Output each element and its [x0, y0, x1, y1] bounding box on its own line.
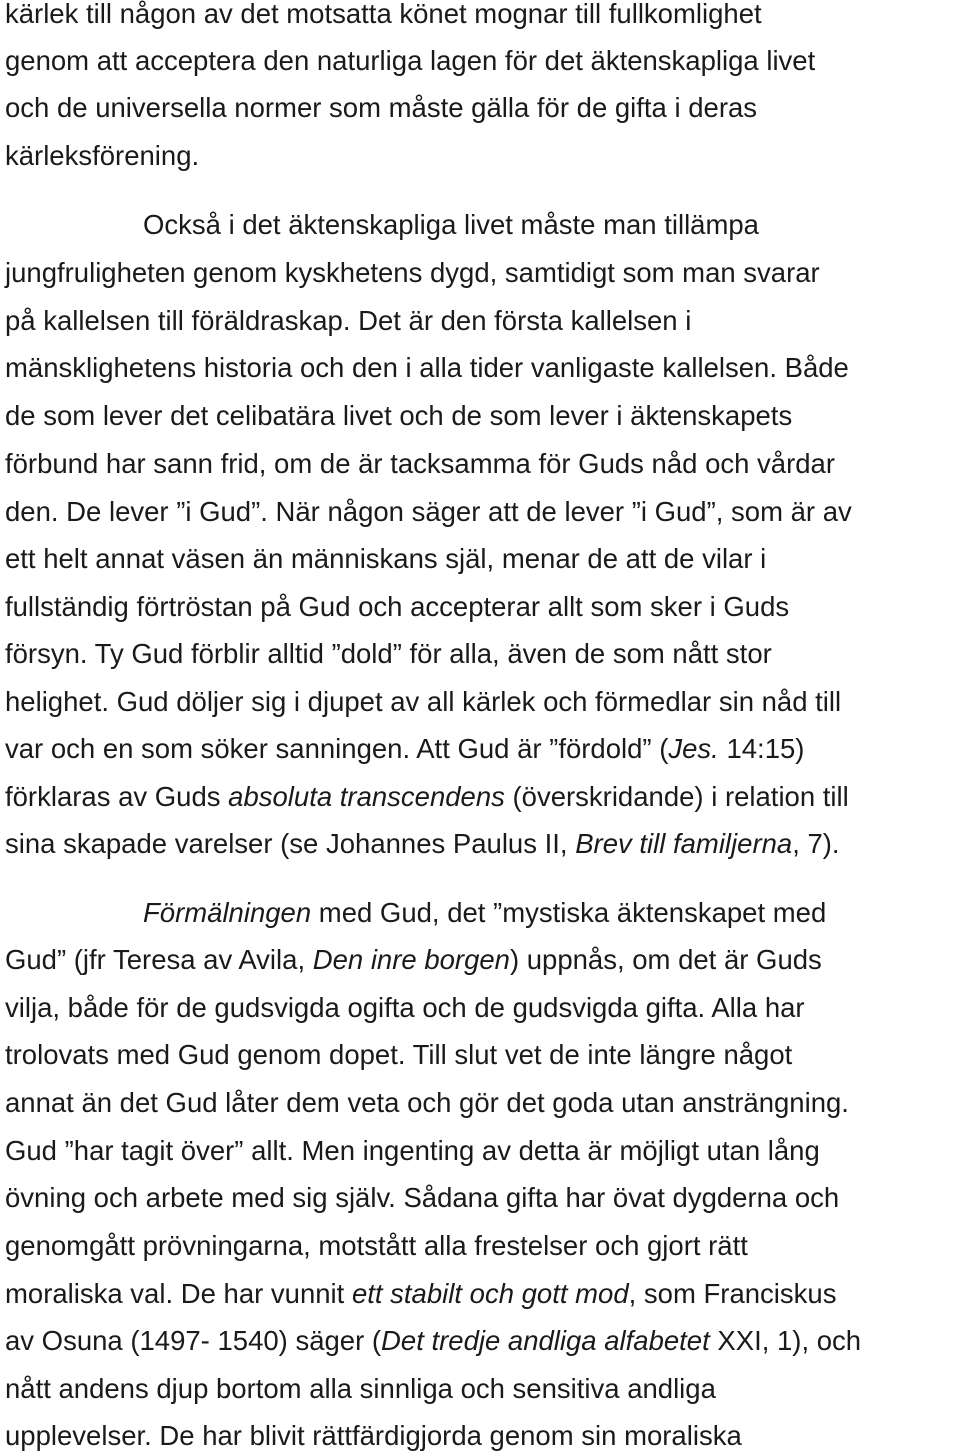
- text-run: moraliska val. De har vunnit: [5, 1278, 352, 1309]
- text-run: med Gud, det ”mystiska äktenskapet med: [311, 897, 827, 928]
- text-line: de som lever det celibatära livet och de som lever i äktenskapets: [5, 400, 793, 431]
- italic-phrase: ett stabilt och gott mod: [351, 1278, 629, 1309]
- text-run: ) uppnås, om det är Guds: [509, 944, 822, 975]
- text-line: vilja, både för de gudsvigda ogifta och de gudsvigda gifta. Alla har: [5, 992, 805, 1023]
- text-line: förbund har sann frid, om de är tacksamma för Guds nåd och vårdar: [5, 448, 835, 479]
- italic-citation: Jes.: [668, 733, 719, 764]
- text-run: var och en som söker sanningen. Att Gud är ”fördold” (: [5, 733, 669, 764]
- text-line: mänsklighetens historia och den i alla tider vanligaste kallelsen. Både: [5, 352, 849, 383]
- text-line: upplevelser. De har blivit rättfärdigjorda genom sin moraliska: [5, 1420, 742, 1451]
- text-line: jungfruligheten genom kyskhetens dygd, samtidigt som man svarar: [5, 257, 820, 288]
- text-line: genomgått prövningarna, motstått alla frestelser och gjort rätt: [5, 1230, 748, 1261]
- italic-title: Den inre borgen: [312, 944, 510, 975]
- italic-term: Förmälningen: [143, 897, 312, 928]
- text-line: [5, 1323, 861, 1359]
- text-run: XXI, 1), och: [709, 1325, 862, 1356]
- text-line: den. De lever ”i Gud”. När någon säger att de lever ”i Gud”, som är av: [5, 496, 852, 527]
- text-run: 14:15): [718, 733, 805, 764]
- text-line: kärleksförening.: [5, 140, 200, 171]
- text-line: genom att acceptera den naturliga lagen för det äktenskapliga livet: [5, 45, 816, 76]
- text-line: kärlek till någon av det motsatta könet mognar till fullkomlighet: [5, 0, 762, 29]
- text-line: [5, 731, 804, 767]
- text-run: sina skapade varelser (se Johannes Paulus II,: [5, 828, 576, 859]
- text-line: [5, 826, 840, 862]
- text-run: av Osuna (1497- 1540) säger (: [5, 1325, 382, 1356]
- text-line: Gud ”har tagit över” allt. Men ingenting av detta är möjligt utan lång: [5, 1135, 820, 1166]
- text-run: förklaras av Guds: [5, 781, 229, 812]
- italic-term: absoluta transcendens: [228, 781, 505, 812]
- text-line: helighet. Gud döljer sig i djupet av all kärlek och förmedlar sin nåd till: [5, 686, 842, 717]
- italic-title: Det tredje andliga alfabetet: [381, 1325, 710, 1356]
- text-line: [5, 942, 822, 978]
- text-line: försyn. Ty Gud förblir alltid ”dold” för alla, även de som nått stor: [5, 638, 772, 669]
- text-line: annat än det Gud låter dem veta och gör det goda utan ansträngning.: [5, 1087, 849, 1118]
- text-line: trolovats med Gud genom dopet. Till slut vet de inte längre något: [5, 1039, 793, 1070]
- italic-title: Brev till familjerna: [575, 828, 793, 859]
- text-line: övning och arbete med sig själv. Sådana gifta har övat dygderna och: [5, 1182, 840, 1213]
- text-run: (överskridande) i relation till: [504, 781, 849, 812]
- text-line: [5, 1276, 836, 1312]
- text-line: på kallelsen till föräldraskap. Det är den första kallelsen i: [5, 305, 692, 336]
- text-line: [143, 895, 826, 931]
- text-run: Gud” (jfr Teresa av Avila,: [5, 944, 313, 975]
- text-run: , 7).: [792, 828, 840, 859]
- text-line: ett helt annat väsen än människans själ, menar de att de vilar i: [5, 543, 767, 574]
- text-line: [5, 779, 849, 815]
- text-line: och de universella normer som måste gälla för de gifta i deras: [5, 92, 758, 123]
- text-line: nått andens djup bortom alla sinnliga och sensitiva andliga: [5, 1373, 716, 1404]
- text-line: fullständig förtröstan på Gud och accepterar allt som sker i Guds: [5, 591, 790, 622]
- text-run: , som Franciskus: [628, 1278, 837, 1309]
- text-line: Också i det äktenskapliga livet måste man tillämpa: [143, 209, 759, 240]
